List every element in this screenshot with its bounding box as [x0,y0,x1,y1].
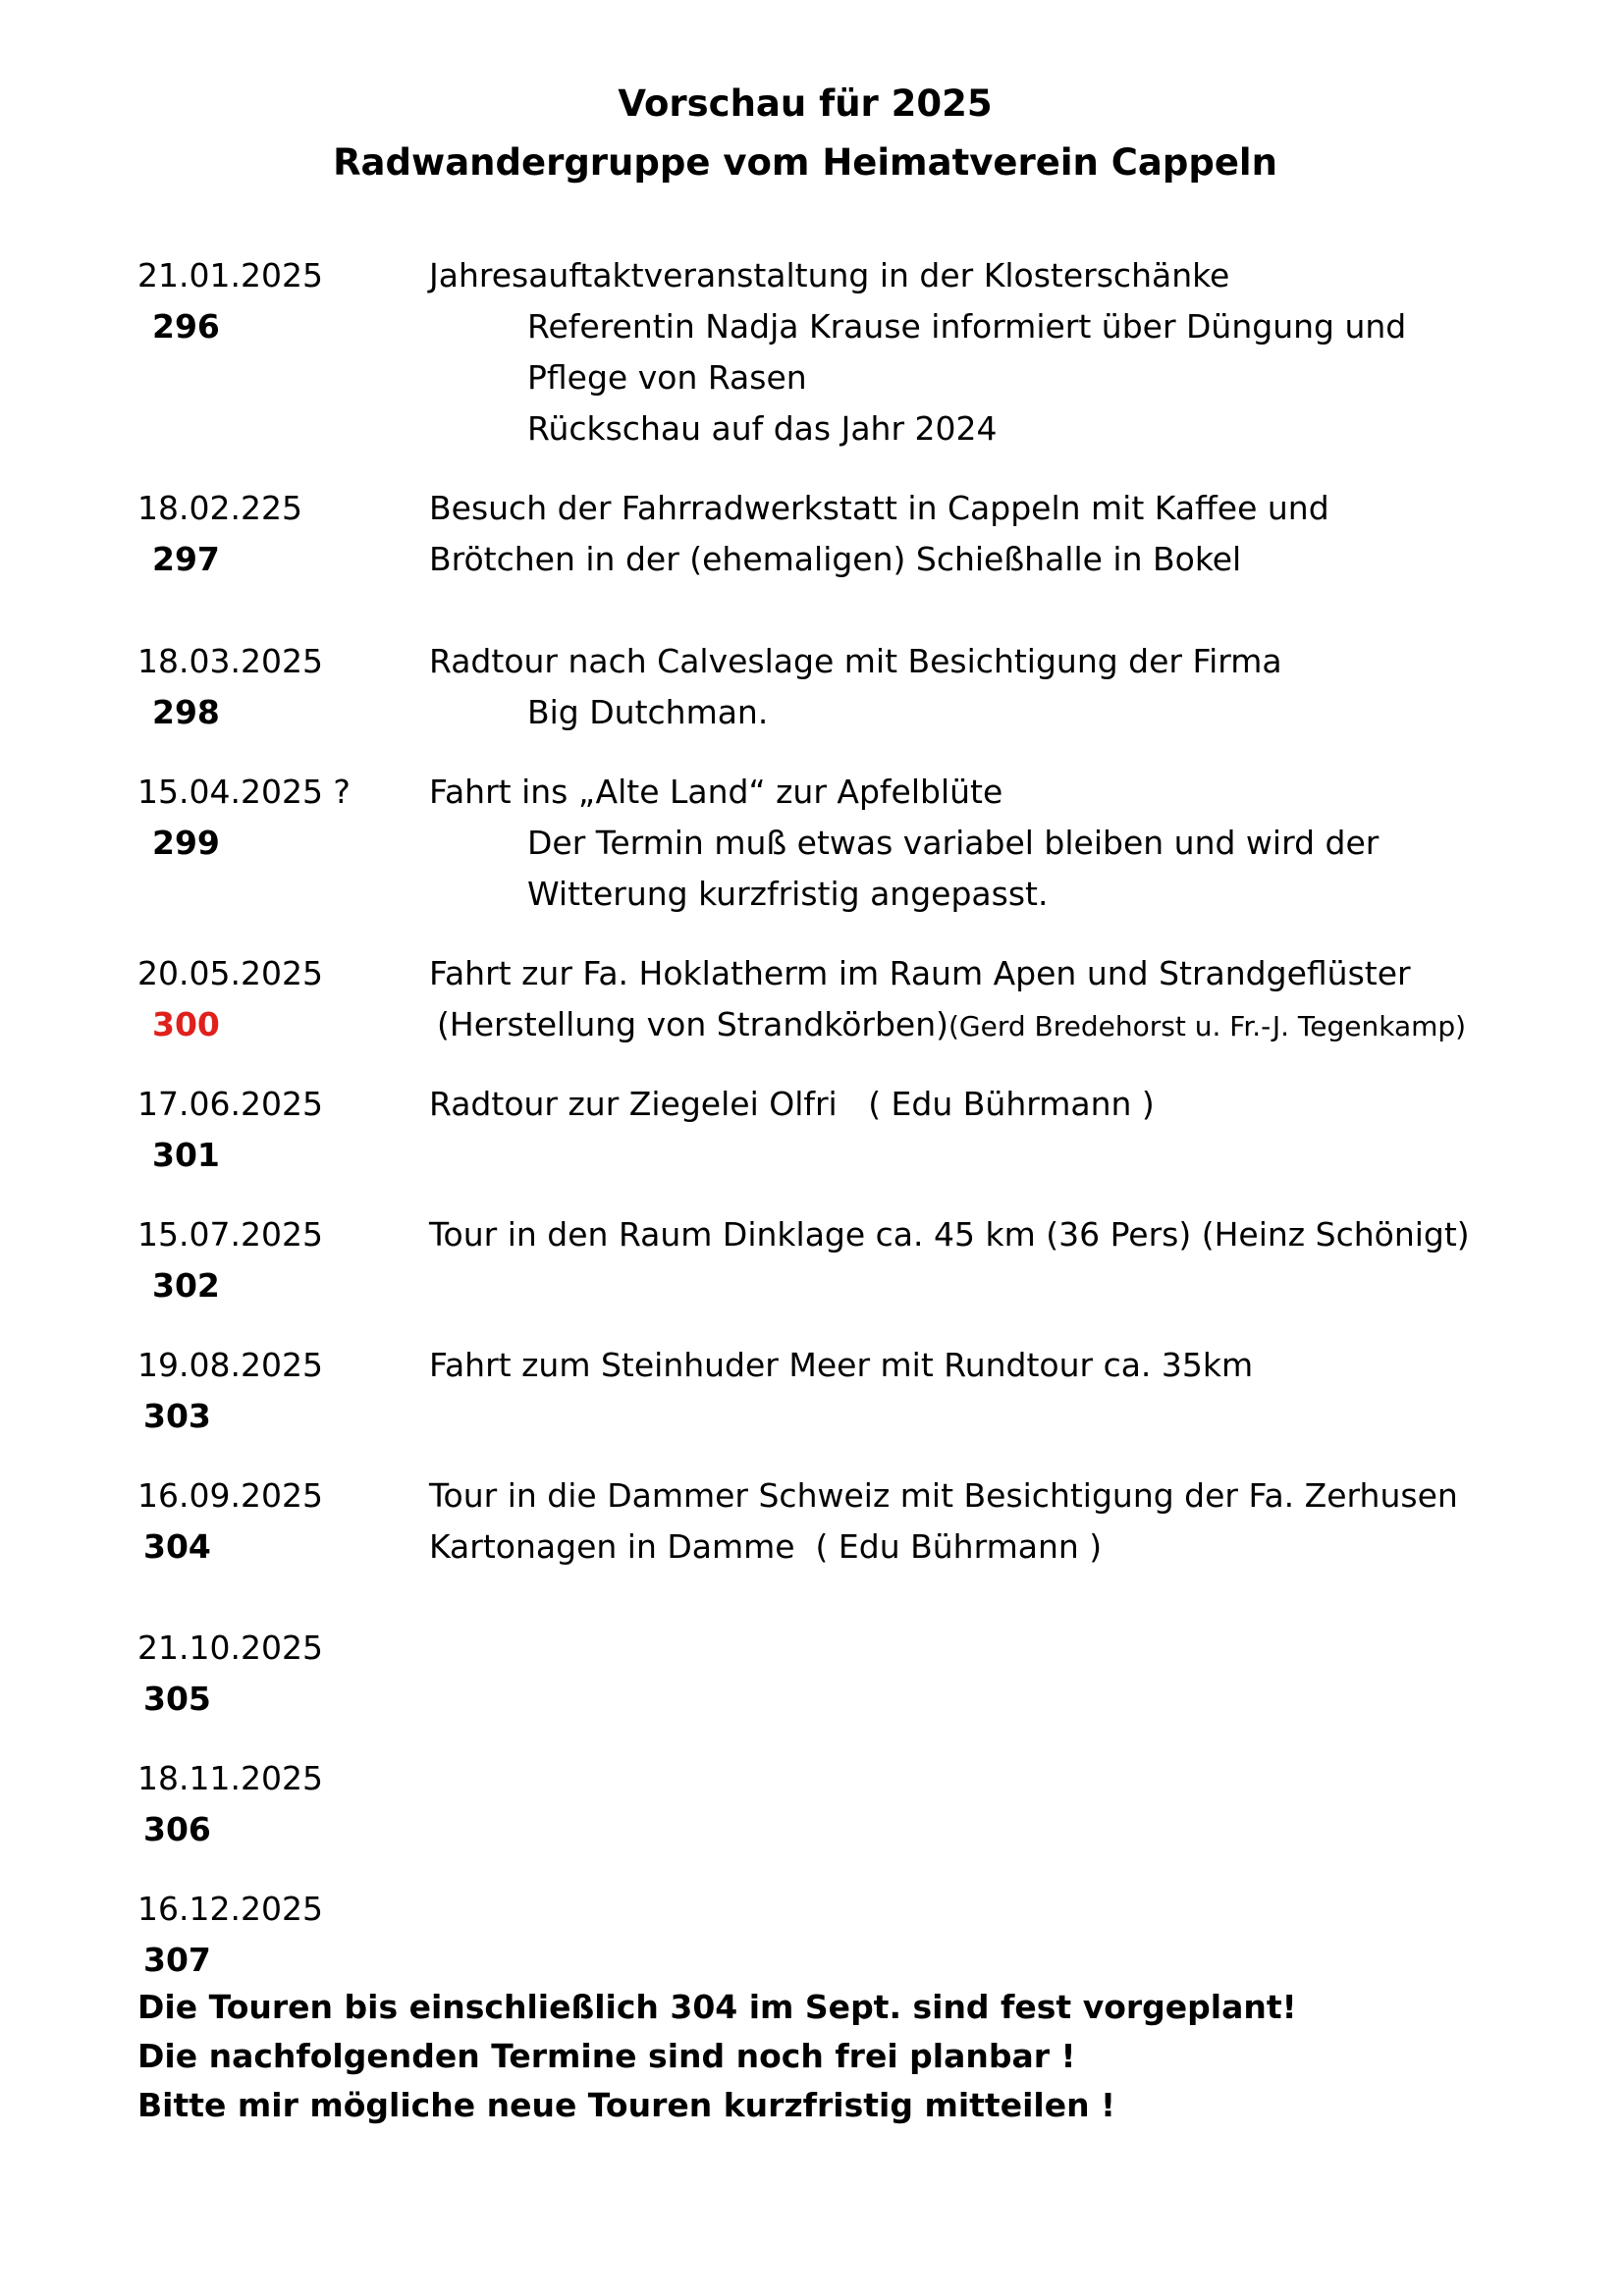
entry-line-text: (Herstellung von Strandkörben) [437,1005,948,1043]
entry-line: Fahrt ins „Alte Land“ zur Apfelblüte [429,773,1003,811]
entry-line: Tour in die Dammer Schweiz mit Besichtigung der Fa. Zerhusen [429,1476,1458,1515]
entry-number: 298 [152,693,220,731]
entry-date: 18.03.2025 [137,642,323,680]
entry-date: 21.01.2025 [137,256,323,294]
entry-line: Witterung kurzfristig angepasst. [527,875,1049,913]
entry-description [429,1209,1607,1260]
entry-date: 16.09.2025 [137,1476,323,1515]
entry-note: (Gerd Bredehorst u. Fr.-J. Tegenkamp) [948,1010,1467,1042]
entry-description [429,483,1607,585]
entry-line: Der Termin muß etwas variabel bleiben und wird der [527,824,1380,862]
entry-line: Radtour zur Ziegelei Olfri ( Edu Bührmann ) [429,1085,1155,1123]
entry-date: 18.02.225 [137,489,302,527]
footer-note: Die nachfolgenden Termine sind noch frei planbar ! [137,2037,1076,2075]
entry-line [429,999,1607,1052]
entry-date: 15.04.2025 ? [137,773,351,811]
entry-line: Tour in den Raum Dinklage ca. 45 km (36 Pers) (Heinz Schönigt) [429,1215,1470,1254]
entry-description [429,767,1607,920]
entry-line: Pflege von Rasen [527,358,807,397]
entry-date: 21.10.2025 [137,1629,323,1667]
entry-number: 297 [152,540,220,578]
entry-number: 304 [143,1527,211,1566]
entry-line: Fahrt zum Steinhuder Meer mit Rundtour ca. 35km [429,1346,1254,1384]
entry-date: 18.11.2025 [137,1759,323,1797]
entry-line: Kartonagen in Damme ( Edu Bührmann ) [429,1527,1103,1566]
entry-line: Fahrt zur Fa. Hoklatherm im Raum Apen und Strandgeflüster [429,954,1411,992]
entry-line: Rückschau auf das Jahr 2024 [527,409,998,448]
entry-number: 299 [152,824,220,862]
entry-line: Big Dutchman. [527,693,769,731]
footer-note: Die Touren bis einschließlich 304 im Sept. sind fest vorgeplant! [137,1988,1297,2026]
footer-note: Bitte mir mögliche neue Touren kurzfristig mitteilen ! [137,2086,1116,2124]
entry-number: 301 [152,1136,220,1174]
entry-number: 306 [143,1810,211,1848]
footer-notes [137,1983,1591,2130]
page-subtitle: Radwandergruppe vom Heimatverein Cappeln [333,141,1277,184]
entry-date: 15.07.2025 [137,1215,323,1254]
entry-line: Radtour nach Calveslage mit Besichtigung der Firma [429,642,1282,680]
entry-description [429,1340,1607,1391]
entry-number-highlighted: 300 [152,1005,220,1043]
entry-description [429,1470,1607,1573]
entry-date: 20.05.2025 [137,954,323,992]
entry-date: 17.06.2025 [137,1085,323,1123]
entry-number: 303 [143,1397,211,1435]
entry-number: 302 [152,1266,220,1305]
entry-line: Jahresauftaktveranstaltung in der Klosterschänke [429,256,1230,294]
entry-date: 19.08.2025 [137,1346,323,1384]
entry-description [429,948,1607,1052]
entry-date: 16.12.2025 [137,1890,323,1928]
entry-line: Besuch der Fahrradwerkstatt in Cappeln mit Kaffee und [429,489,1329,527]
entry-description [429,250,1607,454]
entry-number: 305 [143,1680,211,1718]
entry-number: 307 [143,1941,211,1979]
entry-description [429,636,1607,738]
entry-number: 296 [152,307,220,346]
page-title: Vorschau für 2025 [618,82,993,125]
entry-description [429,1079,1607,1130]
entry-line: Referentin Nadja Krause informiert über Düngung und [527,307,1407,346]
entry-line: Brötchen in der (ehemaligen) Schießhalle in Bokel [429,540,1242,578]
